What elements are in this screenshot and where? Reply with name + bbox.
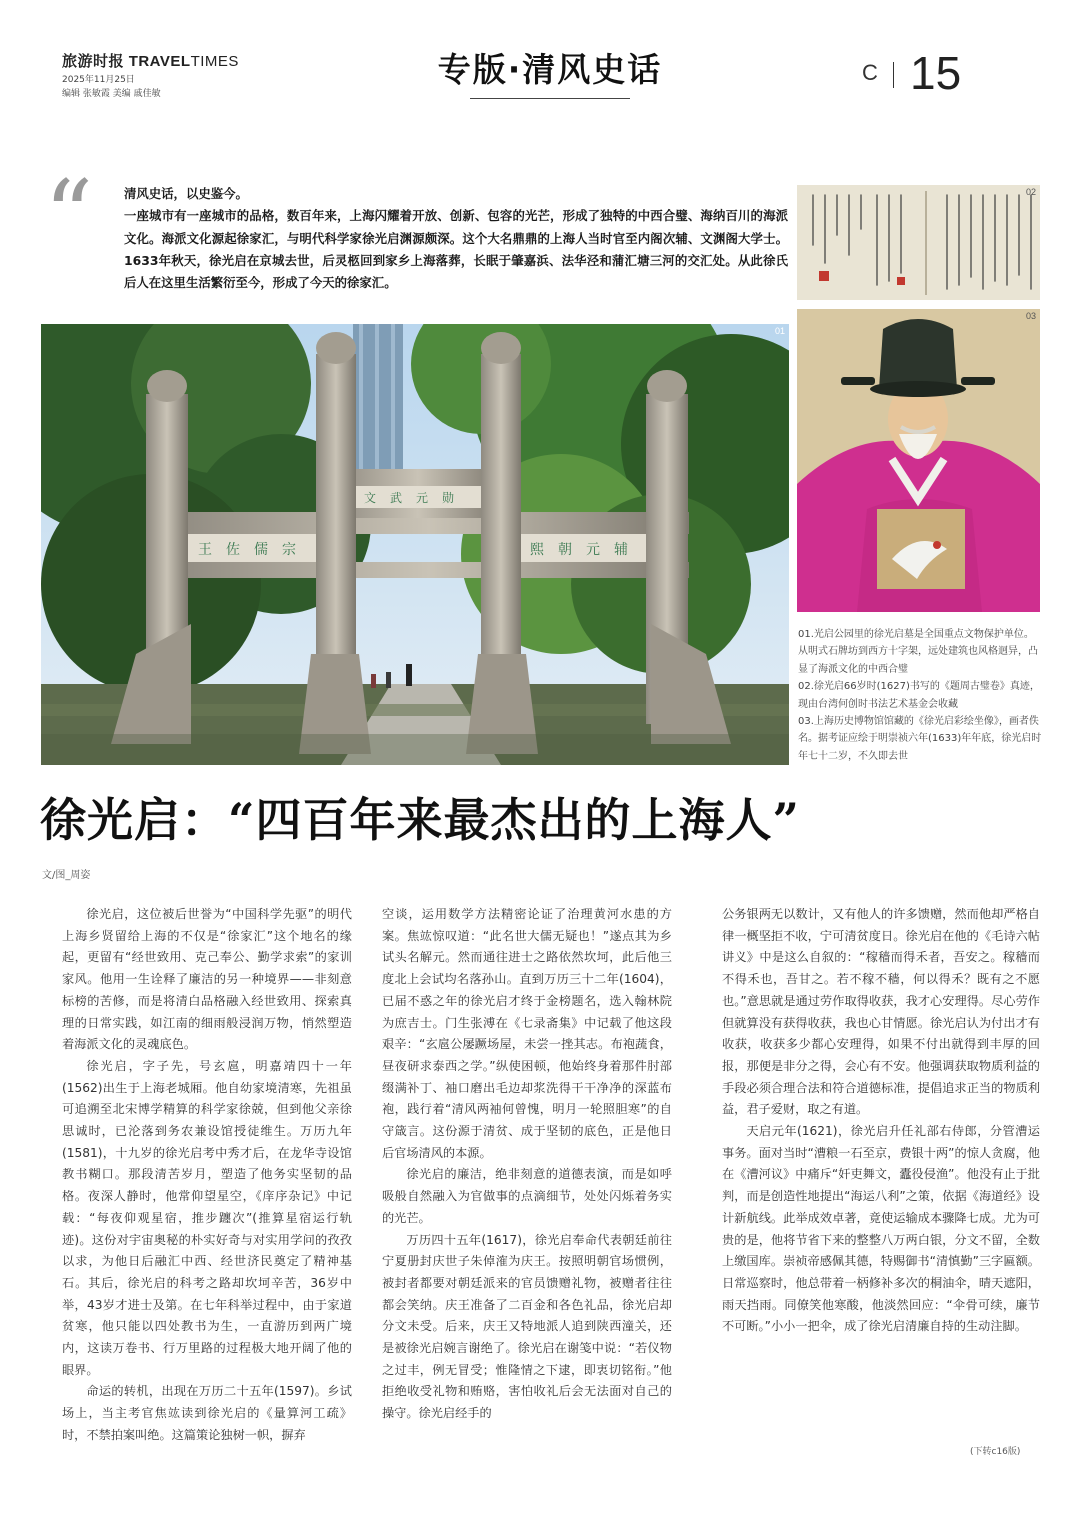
arch-inscription-top: 文武元勋: [363, 491, 469, 505]
photo-calligraphy: [797, 185, 1040, 300]
paragraph: 徐光启，字子先，号玄扈，明嘉靖四十一年(1562)出生于上海老城厢。他自幼家境清寒，先祖虽可追溯至北宋博学精算的科学家徐兢，但到他父亲徐思诚时，已沦落到务农兼设馆授徒维生。万历九年(1581)，十九岁的徐光启考中秀才后，在龙华寺设馆教书糊口。那段清苦岁月，塑造了他务实坚韧的品格。夜深人静时，他常仰望星空，《庠序杂记》中记载：“每夜仰观星宿，推步躔次”(推算星宿运行轨迹)。这份对宇宙奥秘的朴实好奇与对实用学问的孜孜以求，为他日后融汇中西、经世济民奠定了精神基石。其后，徐光启的科考之路却坎坷辛苦，36岁中举，43岁才进士及第。在七年科举过程中，由于家道贫寒，他只能以四处教书为生，一直游历到两广境内，这读万卷书、行万里路的过程极大地开阔了他的眼界。: [62, 1058, 352, 1377]
photo-archway: [41, 324, 789, 765]
page-number: 15: [910, 47, 962, 99]
editors-credit: 编辑 张敏霞 美编 戚佳敏: [62, 89, 161, 99]
section-title: 专版·清风史话: [437, 50, 663, 89]
continued-notice: (下转c16版): [970, 1447, 1021, 1457]
arch-inscription-left: 王佐儒宗: [198, 542, 310, 558]
logo-en: TIMES: [190, 53, 239, 70]
article-column-2: [382, 904, 672, 1425]
page-section-code: C: [862, 60, 878, 85]
newspaper-logo: [62, 50, 239, 71]
section-title-rule: [470, 98, 630, 99]
article-column-1: [62, 904, 352, 1447]
photo-portrait: [797, 309, 1040, 612]
page-number-divider: [893, 62, 894, 88]
paragraph: 天启元年(1621)，徐光启升任礼部右侍郎，分管漕运事务。面对当时“漕粮一石至京，费银十两”的惊人贪腐，他在《漕河议》中痛斥“奸吏舞文，蠹役侵渔”。他没有止于批判，而是创造性地提出“海运八利”之策，依据《海道经》设计新航线。此举成效卓著，竟使运输成本骤降七成。尤为可贵的是，他将节省下来的整整八万两白银，分文不留，全数上缴国库。崇祯帝感佩其德，特赐御书“清慎勤”三字匾额。日常巡察时，他总带着一柄修补多次的桐油伞，晴天遮阳，雨天挡雨。同僚笑他寒酸，他淡然回应：“伞骨可续，廉节不可断。”小小一把伞，成了徐光启清廉自持的生动注脚。: [722, 1124, 1040, 1334]
issue-date: 2025年11月25日: [62, 75, 135, 85]
paragraph: 公务银两无以数计，又有他人的许多馈赠，然而他却严格自律一概坚拒不收，宁可清贫度日。徐光启在他的《毛诗六帖讲义》中是这么自叙的：“稼穑而得禾者，吾安之。稼穑而不得禾也，吾甘之。若不稼不穑，何以得禾？既有之不愿也。”意思就是通过劳作取得收获，我才心安理得。尽心劳作但就算没有获得收获，我也心甘情愿。徐光启认为付出才有收获，收获多少都心安理得，如果不付出就得到丰厚的回报，那便是非分之得，会心有不安。他强调获取物质利益的手段必须合理合法和符合道德标准，提倡追求正当的物质利益，君子爱财，取之有道。: [722, 907, 1040, 1117]
paragraph: 徐光启，这位被后世誉为“中国科学先驱”的明代上海乡贤留给上海的不仅是“徐家汇”这个地名的缘起，更留有“经世致用、克己奉公、勤学求索”的家训家风。他用一生诠释了廉洁的另一种境界——非刻意标榜的苦修，而是将清白品格融入经世致用、探索真理的日常实践，如江南的细雨般浸润万物，悄然塑造着海派文化的灵魂底色。: [62, 907, 352, 1052]
photo-number-03: 03: [1025, 311, 1036, 321]
logo-en-bold: TRAVEL: [128, 53, 191, 70]
caption-02: 02.徐光启66岁时(1627)书写的《题周古璧卷》真迹，现由台湾何创时书法艺术基金会收藏: [798, 681, 1040, 710]
photo-number-02: 02: [1025, 187, 1036, 197]
paragraph: 徐光启的廉洁，绝非刻意的道德表演，而是如呼吸般自然融入为官做事的点滴细节，处处闪烁着务实的光芒。: [382, 1167, 672, 1225]
photo-number-01: 01: [774, 326, 785, 336]
photo-captions: [798, 626, 1042, 765]
paragraph: 万历四十五年(1617)，徐光启奉命代表朝廷前往宁夏册封庆世子朱倬㴶为庆王。按照明朝官场惯例，被封者都要对朝廷派来的官员馈赠礼物，被赠者往往都会笑纳。庆王准备了二百金和各色礼品，徐光启却分文未受。后来，庆王又特地派人追到陕西潼关，还是被徐光启婉言谢绝了。徐光启在谢笺中说：“若仪物之过丰，例无冒受；惟隆情之下逮，即衷切铭衔。”他拒绝收受礼物和贿赂，害怕收礼后会无法面对自己的操守。徐光启经手的: [382, 1232, 672, 1421]
caption-03: 03.上海历史博物馆馆藏的《徐光启彩绘坐像》，画者佚名。据考证应绘于明崇祯六年(1633)年年底，徐光启时年七十二岁，不久即去世: [798, 716, 1042, 762]
article-byline: 文/图_周姿: [42, 870, 91, 881]
article-column-3: [722, 904, 1040, 1338]
quote-mark-icon: “: [44, 160, 94, 272]
caption-01: 01.光启公园里的徐光启墓是全国重点文物保护单位。从明式石牌坊到西方十字架，远处建筑也风格迥异，凸显了海派文化的中西合璧: [798, 629, 1038, 675]
logo-cn: 旅游时报: [62, 53, 125, 70]
intro-text: 清风史话，以史鉴今。 一座城市有一座城市的品格，数百年来，上海闪耀着开放、创新、包容的光芒，形成了独特的中西合璧、海纳百川的海派文化。海派文化源起徐家汇，与明代科学家徐光启渊源颇深。这个大名鼎鼎的上海人当时官至内阁次辅、文渊阁大学士。1633年秋天，徐光启在京城去世，后灵柩回到家乡上海落葬，长眠于肇嘉浜、法华泾和蒲汇塘三河的交汇处。从此徐氏后人在这里生活繁衍至今，形成了今天的徐家汇。: [124, 186, 788, 291]
paragraph: 命运的转机，出现在万历二十五年(1597)。乡试场上，当主考官焦竑读到徐光启的《量算河工疏》时，不禁拍案叫绝。这篇策论独树一帜，摒弃: [62, 1384, 352, 1442]
arch-inscription-right: 熙朝元辅: [530, 542, 642, 558]
article-headline: 徐光启：“四百年来最杰出的上海人”: [40, 793, 800, 847]
paragraph: 空谈，运用数学方法精密论证了治理黄河水患的方案。焦竑惊叹道：“此名世大儒无疑也！”遂点其为乡试头名解元。然而通往进士之路依然坎坷，此后他三度北上会试均名落孙山。直到万历三十二年(1604)，已届不惑之年的徐光启才终于金榜题名，选入翰林院为庶吉士。门生张溥在《七录斋集》中记载了他这段艰辛：“玄扈公屡蹶场屋，未尝一挫其志。布袍蔬食，昼夜研求泰西之学。”纵使困顿，他始终身着那件肘部缀满补丁、袖口磨出毛边却浆洗得干干净净的深蓝布袍，践行着“清风两袖何曾愧，明月一轮照胆寒”的自守箴言。这份源于清贫、成于坚韧的底色，正是他日后官场清风的本源。: [382, 907, 672, 1160]
